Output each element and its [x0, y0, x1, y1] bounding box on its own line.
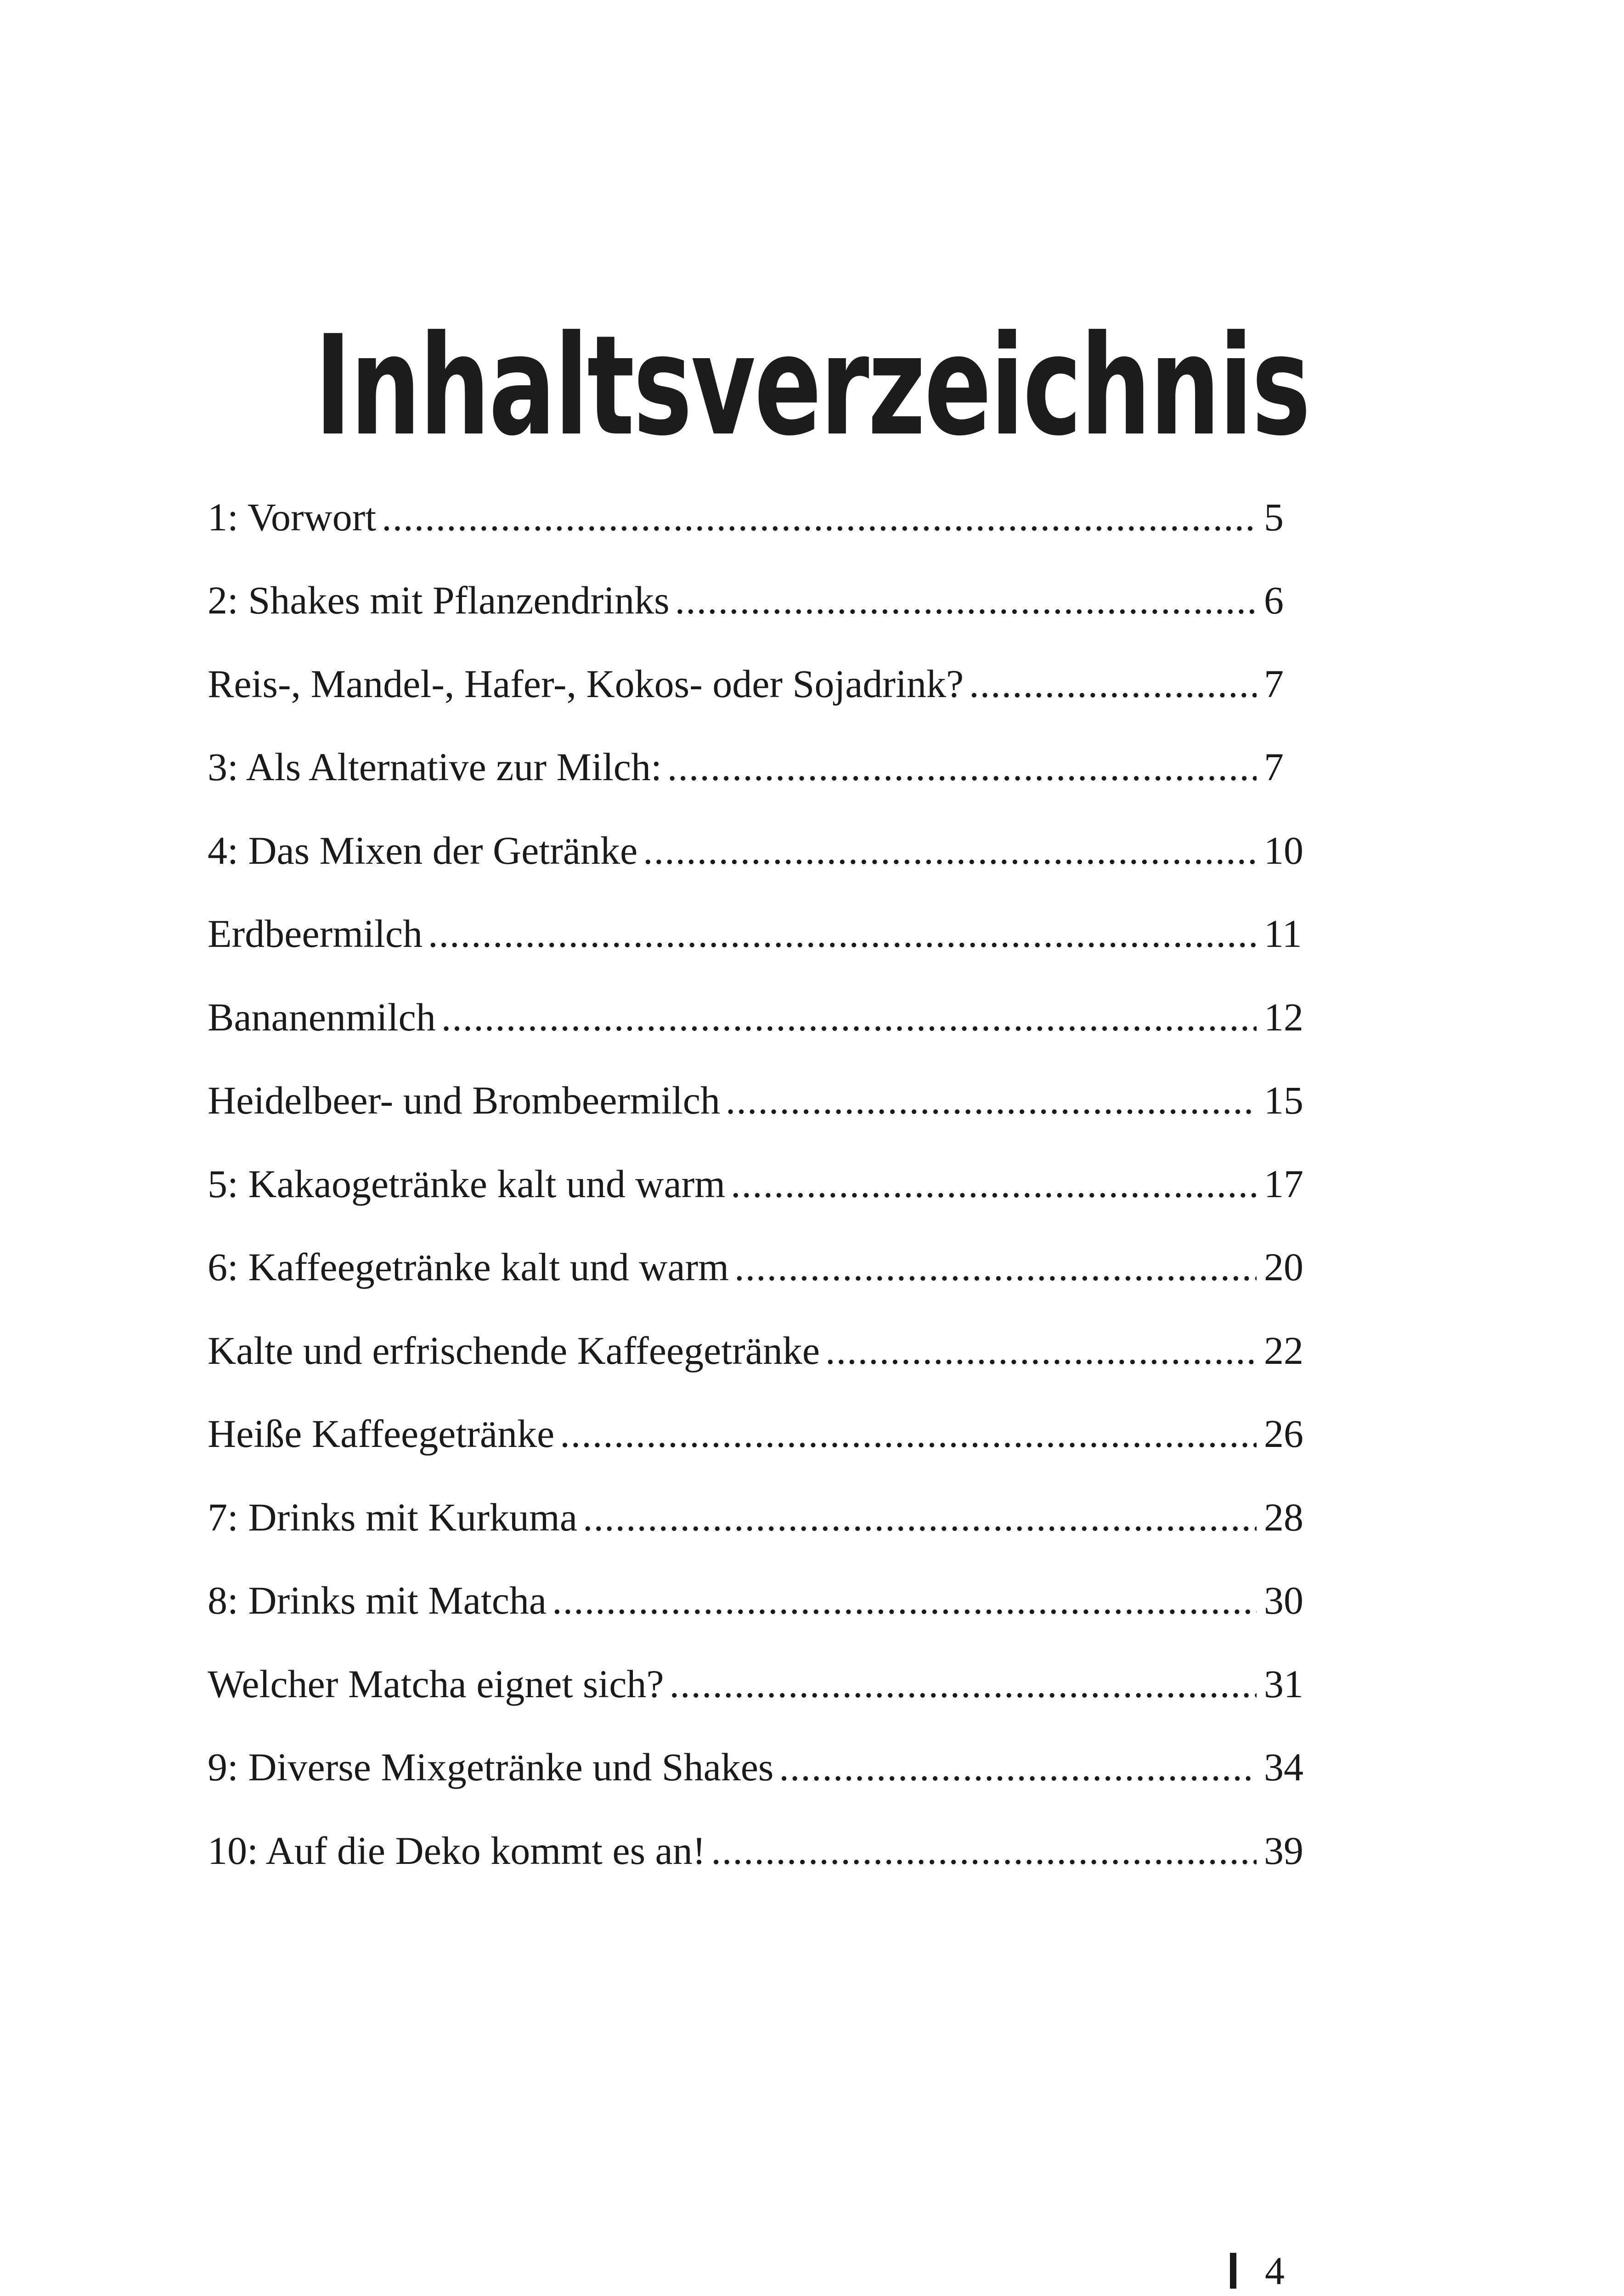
dot-leader: [552, 1577, 1257, 1623]
page-footer: [1230, 2245, 1285, 2296]
dot-leader: [711, 1828, 1257, 1874]
dot-leader: [726, 1077, 1257, 1123]
toc-entry-title: 10: Auf die Deko kommt es an!: [208, 1828, 706, 1873]
toc-entry-page: 39: [1264, 1828, 1303, 1873]
dot-leader: [825, 1328, 1257, 1373]
toc-entry-title: Erdbeermilch: [208, 912, 423, 956]
dot-leader: [667, 744, 1257, 790]
toc-entry[interactable]: [208, 1059, 1310, 1142]
toc-entry-page: 28: [1264, 1495, 1303, 1539]
toc-entry-page: 7: [1264, 745, 1284, 789]
toc-entry-title: 1: Vorwort: [208, 495, 377, 539]
toc-entry-title: Kalte und erfrischende Kaffeegetränke: [208, 1328, 820, 1373]
toc-entry[interactable]: [208, 809, 1310, 892]
toc-entry[interactable]: [208, 1475, 1310, 1559]
toc-entry-page: 7: [1264, 661, 1284, 706]
dot-leader: [779, 1744, 1257, 1790]
toc-entry-title: Welcher Matcha eignet sich?: [208, 1661, 664, 1706]
table-of-contents: [208, 475, 1310, 1892]
dot-leader: [734, 1244, 1257, 1290]
page-title: Inhaltsverzeichnis: [315, 306, 1309, 466]
toc-entry-title: 5: Kakaogetränke kalt und warm: [208, 1161, 726, 1206]
toc-entry-title: 3: Als Alternative zur Milch:: [208, 745, 662, 789]
toc-entry-page: 12: [1264, 995, 1303, 1039]
toc-entry-page: 26: [1264, 1412, 1303, 1456]
toc-entry[interactable]: [208, 1809, 1310, 1892]
dot-leader: [731, 1161, 1257, 1207]
toc-entry[interactable]: [208, 1726, 1310, 1809]
dot-leader: [583, 1494, 1257, 1540]
toc-entry[interactable]: [208, 559, 1310, 642]
toc-entry-title: 2: Shakes mit Pflanzendrinks: [208, 578, 670, 623]
dot-leader: [428, 911, 1257, 957]
dot-leader: [969, 661, 1257, 707]
toc-entry-title: 9: Diverse Mixgetränke und Shakes: [208, 1745, 774, 1790]
dot-leader: [675, 577, 1257, 623]
toc-entry-page: 17: [1264, 1161, 1303, 1206]
toc-entry-page: 22: [1264, 1328, 1303, 1373]
page-number: 4: [1265, 2249, 1285, 2293]
toc-entry[interactable]: [208, 975, 1310, 1059]
toc-entry-page: 5: [1264, 495, 1284, 539]
toc-entry-page: 31: [1264, 1661, 1303, 1706]
toc-entry-title: Heidelbeer- und Brombeermilch: [208, 1078, 720, 1123]
toc-entry[interactable]: [208, 726, 1310, 809]
dot-leader: [560, 1411, 1257, 1457]
toc-entry[interactable]: [208, 1309, 1310, 1392]
toc-entry[interactable]: [208, 1142, 1310, 1226]
toc-entry-title: 7: Drinks mit Kurkuma: [208, 1495, 577, 1539]
toc-entry[interactable]: [208, 1392, 1310, 1476]
dot-leader: [643, 827, 1257, 873]
toc-entry-page: 34: [1264, 1745, 1303, 1790]
dot-leader: [382, 494, 1257, 540]
toc-entry-title: 8: Drinks mit Matcha: [208, 1578, 547, 1623]
toc-entry-title: Bananenmilch: [208, 995, 436, 1039]
toc-entry-page: 15: [1264, 1078, 1303, 1123]
toc-entry-page: 11: [1264, 912, 1302, 956]
toc-entry[interactable]: [208, 1559, 1310, 1643]
toc-entry[interactable]: [208, 892, 1310, 976]
toc-entry-page: 30: [1264, 1578, 1303, 1623]
toc-entry[interactable]: [208, 475, 1310, 559]
dot-leader: [670, 1661, 1257, 1707]
toc-entry-page: 6: [1264, 578, 1284, 623]
dot-leader: [441, 994, 1257, 1040]
toc-entry-title: Reis-, Mandel-, Hafer-, Kokos- oder Sojadrink?: [208, 661, 964, 706]
toc-entry-page: 10: [1264, 828, 1303, 872]
toc-entry[interactable]: [208, 1642, 1310, 1726]
toc-entry[interactable]: [208, 642, 1310, 726]
toc-entry-title: Heiße Kaffeegetränke: [208, 1412, 555, 1456]
footer-divider: [1230, 2253, 1236, 2289]
toc-entry-page: 20: [1264, 1245, 1303, 1289]
toc-entry-title: 4: Das Mixen der Getränke: [208, 828, 638, 872]
toc-entry-title: 6: Kaffeegetränke kalt und warm: [208, 1245, 729, 1289]
toc-entry[interactable]: [208, 1226, 1310, 1309]
